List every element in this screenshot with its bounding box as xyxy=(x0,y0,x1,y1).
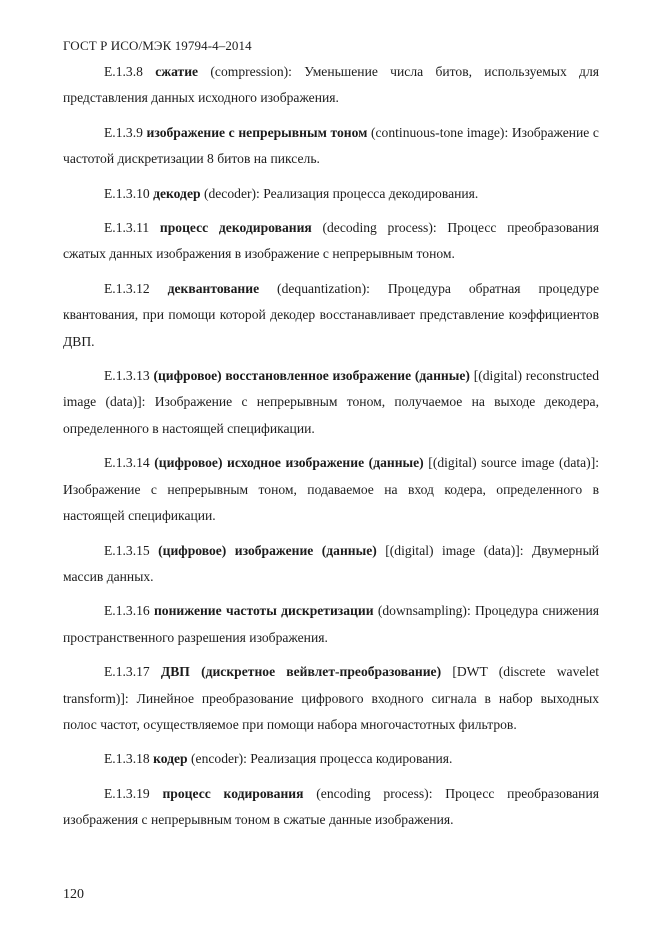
definition-text: Процесс преобразования сжатых данных изображения в изображение с непрерывным тоном. xyxy=(63,220,599,262)
definition-text: Реализация процесса декодирования. xyxy=(263,185,479,201)
clause-number: E.1.3.14 xyxy=(104,455,150,471)
term-original: [DWT (discrete wavelet transform)]: xyxy=(63,664,600,706)
term-original: [(digital) image (data)]: xyxy=(385,542,524,558)
clause-number: E.1.3.10 xyxy=(104,185,150,201)
definition-entry xyxy=(63,598,599,651)
term-original: (decoding process): xyxy=(322,220,437,236)
clause-number: E.1.3.11 xyxy=(104,220,150,236)
definition-text: Процедура снижения пространственного разрешения изображения. xyxy=(63,603,600,645)
clause-number: E.1.3.15 xyxy=(104,542,150,558)
clause-number: E.1.3.12 xyxy=(104,280,150,296)
term: изображение с непрерывным тоном xyxy=(146,124,368,140)
definition-text: Изображение с непрерывным тоном, получаемое на выходе декодера, определенного в настоящей спецификации. xyxy=(63,394,599,436)
term: декодер xyxy=(153,185,201,201)
clause-number: E.1.3.16 xyxy=(104,603,150,619)
term-original: (encoding process): xyxy=(316,785,433,801)
definition-entry xyxy=(63,781,599,834)
definition-entry xyxy=(63,120,599,173)
definition-entry xyxy=(63,181,599,207)
term-original: (dequantization): xyxy=(277,280,370,296)
term-original: (encoder): xyxy=(191,751,247,767)
term: деквантование xyxy=(167,280,260,296)
clause-number: E.1.3.19 xyxy=(104,785,150,801)
definition-entry xyxy=(63,659,599,738)
definition-entry xyxy=(63,450,599,529)
definition-text: Линейное преобразование цифрового входного сигнала в набор выходных полос частот, осуществляемое при помощи набора многочастотных фильтров. xyxy=(63,690,600,732)
clause-number: E.1.3.17 xyxy=(104,664,150,680)
term: (цифровое) восстановленное изображение (данные) xyxy=(153,368,470,384)
term-original: (downsampling): xyxy=(377,603,471,619)
term: кодер xyxy=(153,751,188,767)
term-original: (continuous-tone image): xyxy=(370,124,509,140)
definition-entry xyxy=(63,276,599,355)
clause-number: E.1.3.18 xyxy=(104,751,150,767)
definition-entry xyxy=(63,363,599,442)
clause-number: E.1.3.8 xyxy=(104,64,143,79)
definition-text: Двумерный массив данных. xyxy=(63,542,599,584)
definition-entry xyxy=(63,59,599,112)
term-original: [(digital) source image (data)]: xyxy=(428,455,600,471)
term: сжатие xyxy=(155,64,199,79)
clause-number: E.1.3.13 xyxy=(104,368,150,384)
definition-text: Изображение с непрерывным тоном, подаваемое на вход кодера, определенного в настоящей спецификации. xyxy=(63,481,599,524)
document-body xyxy=(63,59,599,842)
term: процесс кодирования xyxy=(162,785,304,801)
document-header: ГОСТ Р ИСО/МЭК 19794-4–2014 xyxy=(63,38,252,53)
definition-entry xyxy=(63,538,599,591)
definition-entry xyxy=(63,746,599,772)
page-number: 120 xyxy=(63,887,84,902)
definition-text: Процесс преобразования изображения с непрерывным тоном в сжатые данные изображения. xyxy=(63,785,599,828)
definition-text: Уменьшение числа битов, используемых для представления данных исходного изображения. xyxy=(63,64,600,106)
definition-text: Реализация процесса кодирования. xyxy=(250,751,453,767)
term-original: (decoder): xyxy=(203,185,260,201)
clause-number: E.1.3.9 xyxy=(104,124,143,140)
term: процесс декодирования xyxy=(159,220,312,236)
term: (цифровое) изображение (данные) xyxy=(158,542,377,558)
term-original: (compression): xyxy=(210,64,292,79)
term: понижение частоты дискретизации xyxy=(153,603,374,619)
definition-text: Изображение с частотой дискретизации 8 битов на пиксель. xyxy=(63,124,599,167)
term: (цифровое) исходное изображение (данные) xyxy=(154,455,424,471)
definition-entry xyxy=(63,215,599,268)
term-original: [(digital) reconstructed image (data)]: xyxy=(63,368,599,410)
term: ДВП (дискретное вейвлет-преобразование) xyxy=(160,664,442,680)
definition-text: Процедура обратная процедуре квантования, при помощи которой декодер восстанавливает представление коэффициентов ДВП. xyxy=(63,280,599,349)
